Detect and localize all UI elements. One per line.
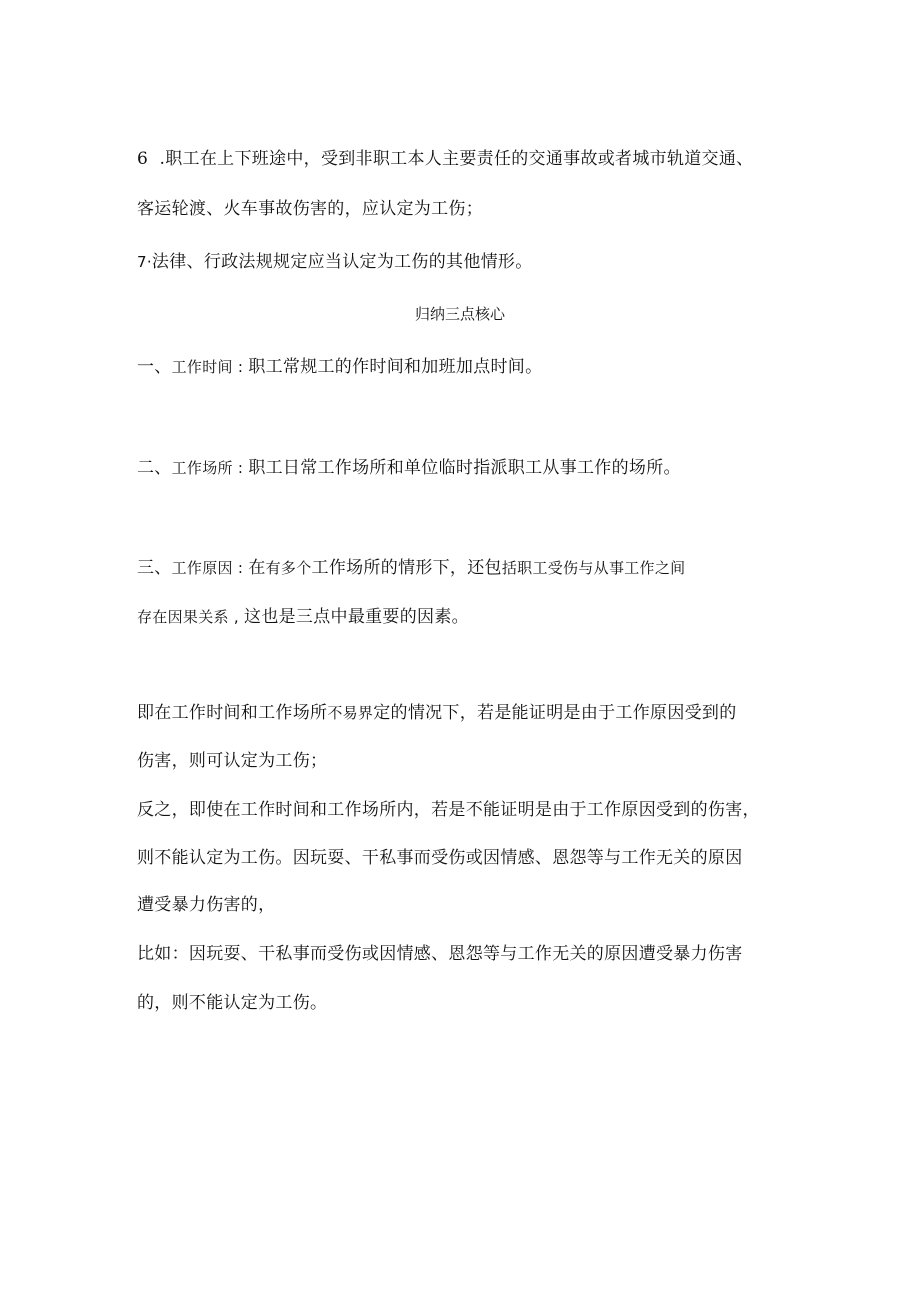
para-1-line-1-b: 不易界 <box>327 704 374 722</box>
point-1-prefix: 一、 <box>137 357 172 377</box>
para-1-line-1 <box>137 701 737 725</box>
point-3-line-2 <box>137 605 469 629</box>
para-3-line-1: 比如：因玩耍、干私事而受伤或因情感、恩怨等与工作无关的原因遭受暴力伤害 <box>137 944 743 964</box>
point-3-text-a: 在 <box>248 558 266 578</box>
item-6-line-2: 客运轮渡、火车事故伤害的，应认定为工伤； <box>137 199 483 219</box>
point-2-prefix: 二、 <box>137 458 172 478</box>
para-1-line-1-c: 定的情况下，若是能证明是由于工作原因受到的 <box>373 703 737 723</box>
point-2-text: 职工日常工作场所和单位临时指派职工从事工作的场所。 <box>248 458 681 478</box>
item-7-text: 法律、行政法规规定应当认定为工伤的其他情形。 <box>151 252 533 272</box>
point-1 <box>137 355 542 379</box>
point-3-line-2-b: , <box>228 608 245 626</box>
item-6-line-1 <box>137 147 753 171</box>
para-1-line-2: 伤害，则可认定为工伤； <box>137 751 328 771</box>
point-1-label: 工作时间 <box>171 358 233 376</box>
para-2-line-1: 反之，即使在工作时间和工作场所内，若是不能证明是由于工作原因受到的伤害， <box>137 800 760 820</box>
item-7-number: 7· <box>137 253 152 271</box>
point-3-text-d: 括职工受伤与从事工作之间 <box>501 559 686 577</box>
para-2-line-2: 则不能认定为工伤。因玩耍、干私事而受伤或因情感、恩怨等与工作无关的原因 <box>137 848 743 868</box>
item-6-text: .职工在上下班途中，受到非职工本人主要责任的交通事故或者城市轨道交通、 <box>159 149 754 169</box>
point-3-line-2-a: 存在因果关系 <box>137 608 229 626</box>
para-3-line-2: 的，则不能认定为工伤。 <box>137 993 328 1013</box>
point-3-colon: : <box>232 559 249 577</box>
point-3-prefix: 三、 <box>137 558 172 578</box>
point-3-line-1 <box>137 556 685 580</box>
para-1-line-1-a: 即在工作时间和工作场所 <box>137 703 328 723</box>
point-3-text-c: 工作场所的情形下，还包 <box>311 558 502 578</box>
point-3-line-2-c: 这也是三点中最重要的因素。 <box>244 607 469 627</box>
point-1-text: 职工常规工的作时间和加班加点时间。 <box>248 357 543 377</box>
point-2 <box>137 456 681 480</box>
point-3-label: 工作原因 <box>171 559 233 577</box>
item-6-number: 6 <box>137 149 149 169</box>
item-7 <box>137 250 533 274</box>
point-2-label: 工作场所 <box>171 459 233 477</box>
point-1-colon: : <box>232 358 249 376</box>
para-2-line-3: 遭受暴力伤害的， <box>137 895 276 915</box>
point-2-colon: : <box>232 459 249 477</box>
point-3-text-b: 有多个 <box>265 559 312 577</box>
section-heading: 归纳三点核心 <box>414 305 505 323</box>
